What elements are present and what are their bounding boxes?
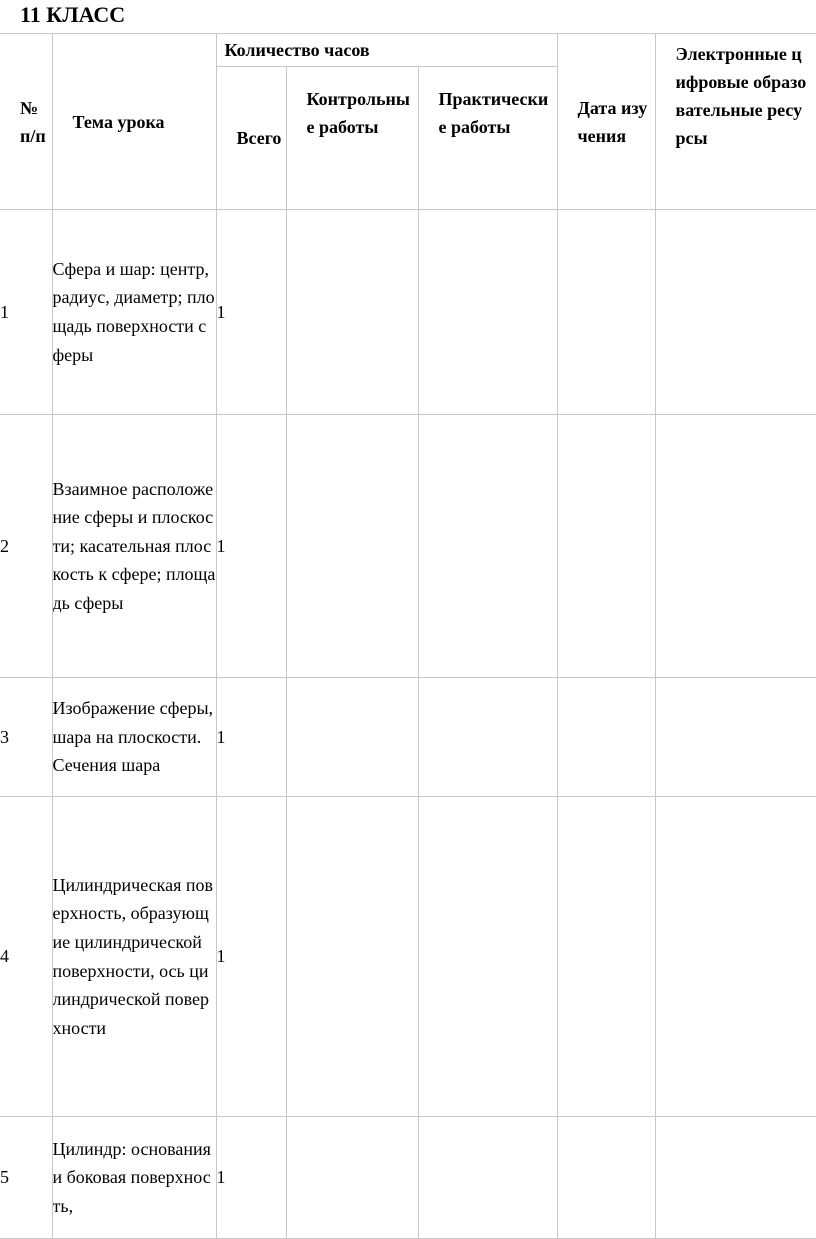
row-total-hours: 1 — [216, 797, 286, 1117]
row-resources — [655, 415, 816, 678]
row-total-hours: 1 — [216, 1117, 286, 1239]
row-date — [557, 1117, 655, 1239]
row-topic: Изображение сферы, шара на плоскости. Сечения шара — [52, 678, 216, 797]
row-date — [557, 210, 655, 415]
row-practical-hours — [418, 210, 557, 415]
lesson-plan-table — [0, 33, 816, 1239]
row-date — [557, 415, 655, 678]
table-row — [0, 415, 816, 678]
header-hours-practical — [418, 67, 557, 210]
header-date — [557, 34, 655, 210]
row-control-hours — [286, 797, 418, 1117]
row-resources — [655, 1117, 816, 1239]
row-practical-hours — [418, 415, 557, 678]
row-control-hours — [286, 1117, 418, 1239]
row-resources — [655, 678, 816, 797]
row-num: 3 — [0, 678, 52, 797]
header-hours-total — [216, 67, 286, 210]
header-date-label: Дата изучения — [577, 97, 648, 146]
row-num: 1 — [0, 210, 52, 415]
page-title: 11 КЛАСС — [20, 2, 126, 27]
row-topic: Сфера и шар: центр, радиус, диаметр; площадь поверхности сферы — [52, 210, 216, 415]
row-num: 4 — [0, 797, 52, 1117]
table-row — [0, 797, 816, 1117]
table-row — [0, 1117, 816, 1239]
row-date — [557, 678, 655, 797]
header-resources — [655, 34, 816, 210]
header-hours-group — [216, 34, 557, 67]
header-hours-control — [286, 67, 418, 210]
row-practical-hours — [418, 678, 557, 797]
row-resources — [655, 210, 816, 415]
header-num — [0, 34, 52, 210]
row-practical-hours — [418, 797, 557, 1117]
row-practical-hours — [418, 1117, 557, 1239]
table-body — [0, 210, 816, 1239]
row-total-hours: 1 — [216, 678, 286, 797]
header-hours-practical-label: Практические работы — [438, 89, 549, 137]
row-total-hours: 1 — [216, 210, 286, 415]
header-hours-group-label: Количество часов — [224, 40, 370, 60]
row-topic: Цилиндр: основания и боковая поверхность, — [52, 1117, 216, 1239]
row-control-hours — [286, 678, 418, 797]
header-num-label: № п/п — [20, 97, 46, 146]
row-topic: Взаимное расположение сферы и плоскости; касательная плоскость к сфере; площадь сферы — [52, 415, 216, 678]
row-num: 2 — [0, 415, 52, 678]
header-topic-label: Тема урока — [72, 111, 165, 132]
header-topic — [52, 34, 216, 210]
header-hours-control-label: Контрольные работы — [306, 89, 410, 137]
table-row — [0, 210, 816, 415]
row-control-hours — [286, 210, 418, 415]
row-total-hours: 1 — [216, 415, 286, 678]
header-resources-label: Электронные цифровые образовательные ресурсы — [675, 44, 807, 148]
table-header — [0, 34, 816, 210]
table-row — [0, 678, 816, 797]
row-topic: Цилиндрическая поверхность, образующие цилиндрической поверхности, ось цилиндрической поверхности — [52, 797, 216, 1117]
header-hours-total-label: Всего — [236, 128, 282, 148]
row-date — [557, 797, 655, 1117]
row-control-hours — [286, 415, 418, 678]
row-resources — [655, 797, 816, 1117]
row-num: 5 — [0, 1117, 52, 1239]
